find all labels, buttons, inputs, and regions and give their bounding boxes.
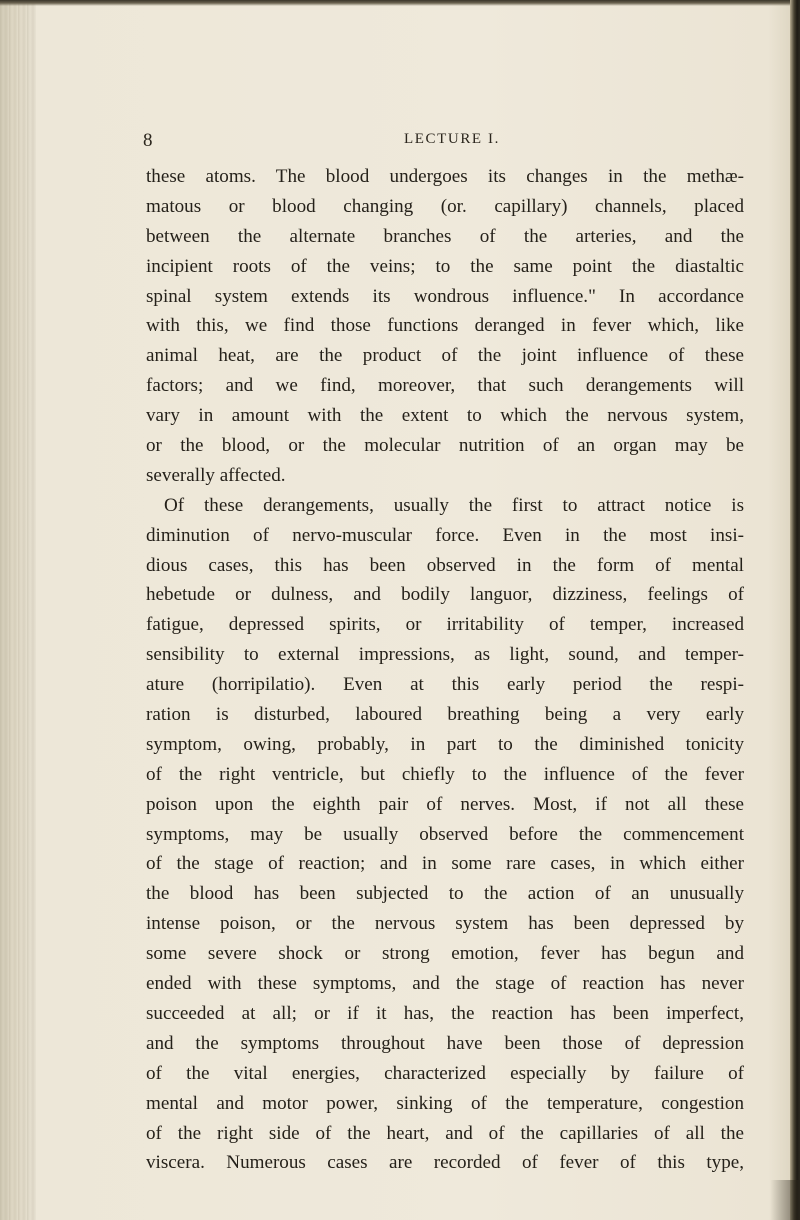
text-line: of the vital energies, characterized especially by failure of — [146, 1062, 744, 1084]
text-line: with this, we find those functions deranged in fever which, like — [146, 315, 744, 337]
text-line: some severe shock or strong emotion, fever has begun and — [146, 943, 744, 965]
text-line: ature (horripilatio). Even at this early period the respi- — [146, 674, 744, 696]
text-line: ended with these symptoms, and the stage of reaction has never — [146, 973, 744, 995]
text-line: incipient roots of the veins; to the same point the diastaltic — [146, 255, 744, 277]
text-line: of the stage of reaction; and in some rare cases, in which either — [146, 853, 744, 875]
page-top-edge — [0, 0, 800, 6]
text-line: succeeded at all; or if it has, the reaction has been imperfect, — [146, 1002, 744, 1024]
text-line: sensibility to external impressions, as light, sound, and temper- — [146, 644, 744, 666]
text-line: and the symptoms throughout have been those of depression — [146, 1032, 744, 1054]
text-line: viscera. Numerous cases are recorded of fever of this type, — [146, 1152, 744, 1174]
page-corner-shadow — [770, 1180, 800, 1220]
text-line: vary in amount with the extent to which the nervous system, — [146, 405, 744, 427]
text-line: between the alternate branches of the arteries, and the — [146, 225, 744, 247]
text-line: animal heat, are the product of the joint influence of these — [146, 345, 744, 367]
text-line: fatigue, depressed spirits, or irritability of temper, increased — [146, 614, 744, 636]
text-line: symptoms, may be usually observed before the commencement — [146, 823, 744, 845]
paragraph-last-line: severally affected. — [146, 464, 286, 486]
text-line: ration is disturbed, laboured breathing being a very early — [146, 704, 744, 726]
body-text — [146, 162, 744, 1178]
text-line: matous or blood changing (or. capillary) channels, placed — [146, 195, 744, 217]
text-line: spinal system extends its wondrous influence." In accordance — [146, 285, 744, 307]
running-head: LECTURE I. — [404, 131, 500, 147]
text-line: mental and motor power, sinking of the temperature, congestion — [146, 1092, 744, 1114]
text-line: of the right ventricle, but chiefly to the influence of the fever — [146, 763, 744, 785]
page-number: 8 — [143, 130, 153, 151]
text-line: factors; and we find, moreover, that such derangements will — [146, 375, 744, 397]
text-line: dious cases, this has been observed in the form of mental — [146, 554, 744, 576]
page-header — [0, 130, 800, 158]
text-line: hebetude or dulness, and bodily languor, dizziness, feelings of — [146, 584, 744, 606]
text-line: poison upon the eighth pair of nerves. Most, if not all these — [146, 793, 744, 815]
text-line: diminution of nervo-muscular force. Even in the most insi- — [146, 524, 744, 546]
book-cover-edge — [790, 0, 800, 1220]
text-line: intense poison, or the nervous system has been depressed by — [146, 913, 744, 935]
text-line: symptom, owing, probably, in part to the diminished tonicity — [146, 733, 744, 755]
paragraph-first-line: Of these derangements, usually the first to attract notice is — [164, 494, 744, 516]
page-gutter — [0, 0, 36, 1220]
text-line: or the blood, or the molecular nutrition of an organ may be — [146, 435, 744, 457]
text-line: of the right side of the heart, and of the capillaries of all the — [146, 1122, 744, 1144]
text-line: the blood has been subjected to the action of an unusually — [146, 883, 744, 905]
text-line: these atoms. The blood undergoes its changes in the methæ- — [146, 166, 744, 187]
